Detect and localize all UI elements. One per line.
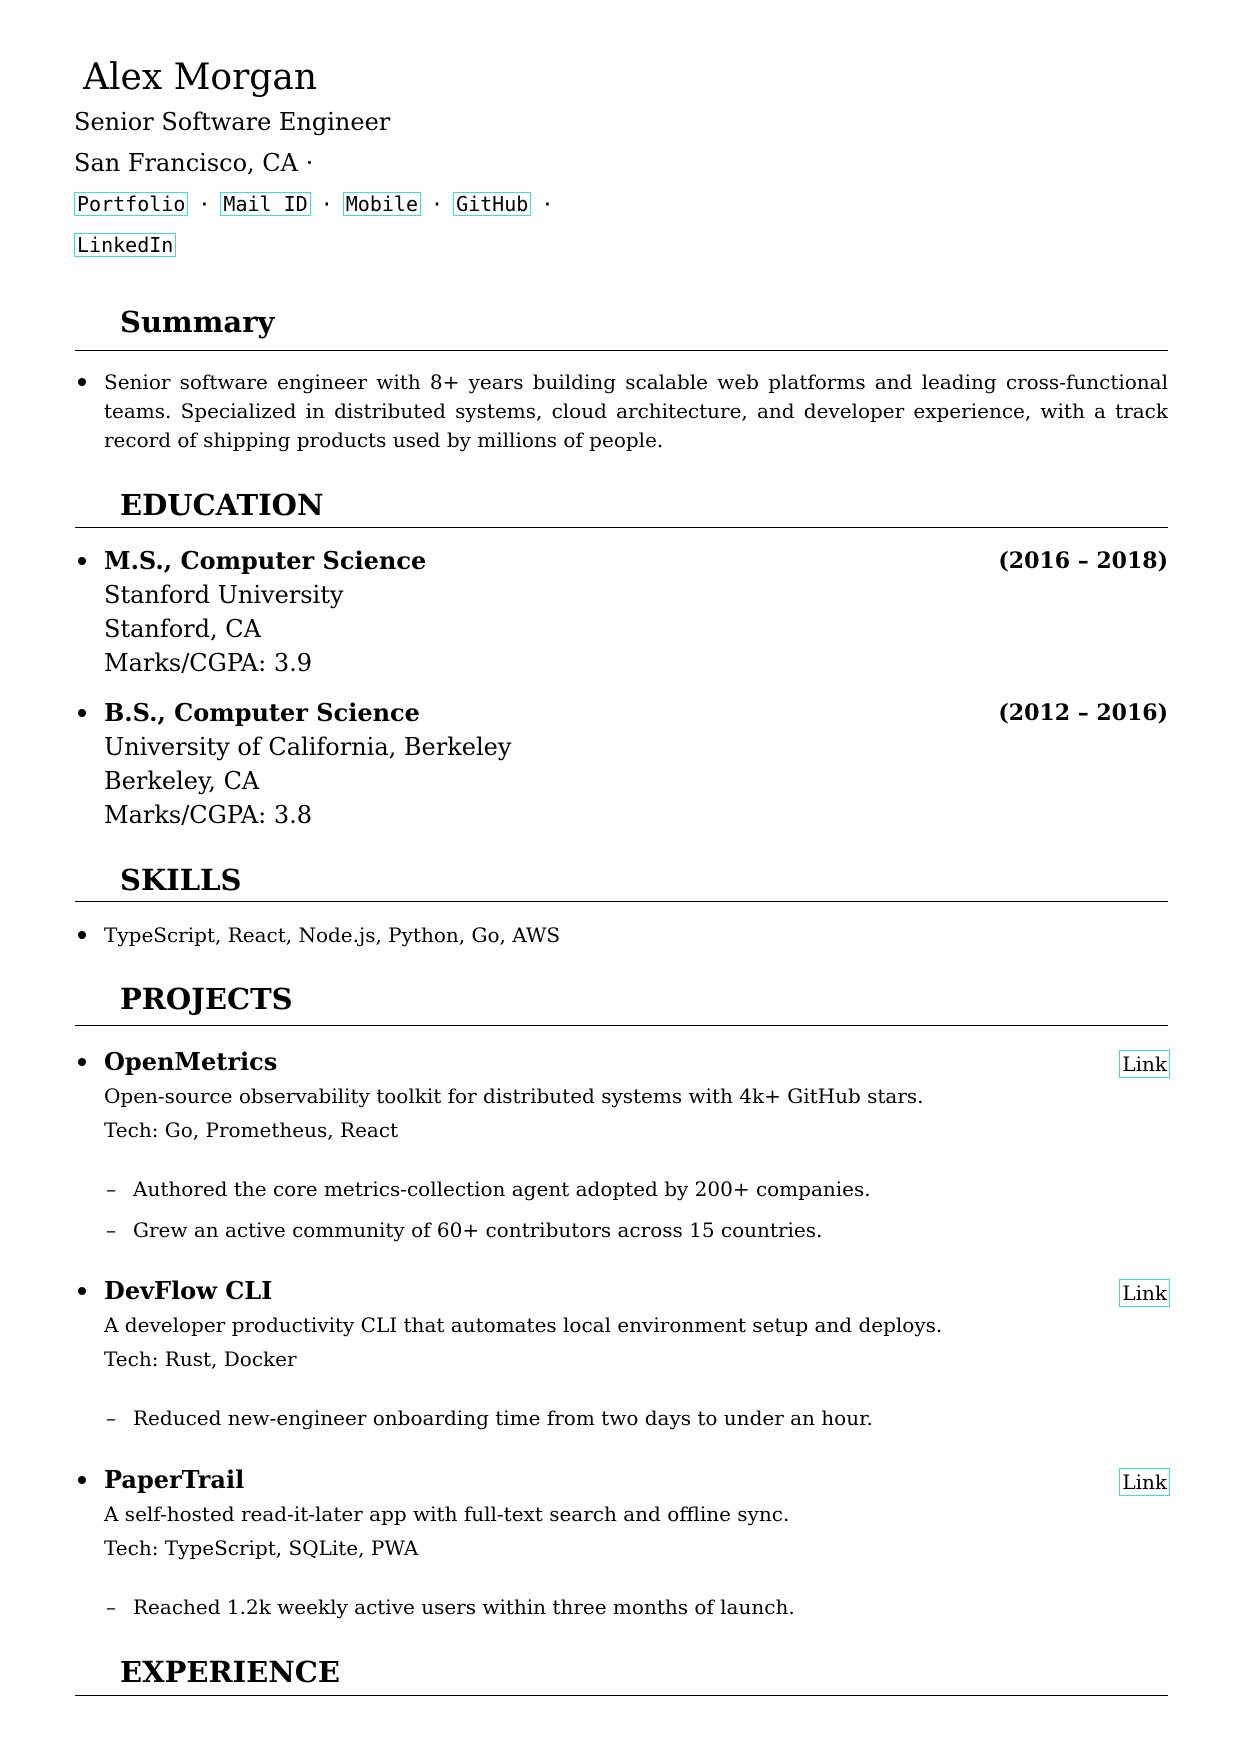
separator-dot: · bbox=[198, 192, 211, 216]
project-name: PaperTrail bbox=[104, 1465, 245, 1494]
experience-heading: EXPERIENCE bbox=[120, 1655, 340, 1689]
dash-marker: – bbox=[106, 1406, 116, 1430]
project-link[interactable]: Link bbox=[1119, 1468, 1170, 1496]
degree-years: (2012 – 2016) bbox=[998, 700, 1168, 726]
project-name: OpenMetrics bbox=[104, 1047, 278, 1076]
project-tech: Tech: TypeScript, SQLite, PWA bbox=[104, 1536, 419, 1560]
school-marks: Marks/CGPA: 3.8 bbox=[104, 801, 312, 829]
school-name: University of California, Berkeley bbox=[104, 733, 512, 761]
project-description: Open-source observability toolkit for distributed systems with 4k+ GitHub stars. bbox=[104, 1084, 924, 1108]
school-marks: Marks/CGPA: 3.9 bbox=[104, 649, 312, 677]
portfolio-link[interactable]: Portfolio bbox=[74, 192, 188, 216]
degree-title: M.S., Computer Science bbox=[104, 546, 427, 575]
skills-text: TypeScript, React, Node.js, Python, Go, AWS bbox=[104, 923, 561, 947]
dash-marker: – bbox=[106, 1218, 116, 1242]
project-link[interactable]: Link bbox=[1119, 1279, 1170, 1307]
project-description: A developer productivity CLI that automates local environment setup and deploys. bbox=[104, 1313, 943, 1337]
dash-marker: – bbox=[106, 1595, 116, 1619]
candidate-name: Alex Morgan bbox=[83, 57, 317, 98]
project-tech: Tech: Rust, Docker bbox=[104, 1347, 297, 1371]
project-point: Authored the core metrics-collection agent adopted by 200+ companies. bbox=[133, 1177, 871, 1201]
section-divider bbox=[75, 901, 1168, 902]
project-description: A self-hosted read-it-later app with full-text search and offline sync. bbox=[104, 1502, 790, 1526]
projects-heading: PROJECTS bbox=[120, 982, 293, 1016]
dash-marker: – bbox=[106, 1177, 116, 1201]
section-divider bbox=[75, 350, 1168, 351]
separator-dot: · bbox=[431, 192, 444, 216]
summary-text: Senior software engineer with 8+ years building scalable web platforms and leading cross-functional teams. Specialized in distributed systems, cloud architecture, and developer experience, with a track record of shipping products used by millions of people. bbox=[104, 370, 1168, 452]
contact-links-row2 bbox=[74, 232, 176, 258]
school-name: Stanford University bbox=[104, 581, 344, 609]
project-tech: Tech: Go, Prometheus, React bbox=[104, 1118, 399, 1142]
separator-dot: · bbox=[541, 192, 554, 216]
project-point: Reached 1.2k weekly active users within three months of launch. bbox=[133, 1595, 795, 1619]
degree-title: B.S., Computer Science bbox=[104, 698, 420, 727]
separator-dot: · bbox=[320, 192, 333, 216]
summary-heading: Summary bbox=[120, 305, 275, 339]
candidate-title: Senior Software Engineer bbox=[74, 108, 391, 136]
project-name: DevFlow CLI bbox=[104, 1276, 273, 1305]
separator-dot: · bbox=[305, 149, 314, 177]
contact-links bbox=[74, 191, 563, 217]
mobile-link[interactable]: Mobile bbox=[343, 192, 421, 216]
section-divider bbox=[75, 1025, 1168, 1026]
school-location: Stanford, CA bbox=[104, 615, 261, 643]
degree-years: (2016 – 2018) bbox=[998, 548, 1168, 574]
linkedin-link[interactable]: LinkedIn bbox=[74, 233, 176, 257]
project-point: Grew an active community of 60+ contributors across 15 countries. bbox=[133, 1218, 823, 1242]
project-point: Reduced new-engineer onboarding time from two days to under an hour. bbox=[133, 1406, 873, 1430]
location-text: San Francisco, CA bbox=[74, 149, 299, 177]
section-divider bbox=[75, 527, 1168, 528]
school-location: Berkeley, CA bbox=[104, 767, 260, 795]
section-divider bbox=[75, 1695, 1168, 1696]
bullet bbox=[78, 931, 86, 939]
skills-heading: SKILLS bbox=[120, 863, 242, 897]
education-heading: EDUCATION bbox=[120, 488, 324, 522]
bullet bbox=[78, 1287, 86, 1295]
project-link[interactable]: Link bbox=[1119, 1050, 1170, 1078]
bullet bbox=[78, 378, 86, 386]
mail-link[interactable]: Mail ID bbox=[220, 192, 310, 216]
bullet bbox=[78, 557, 86, 565]
candidate-location bbox=[74, 147, 313, 179]
github-link[interactable]: GitHub bbox=[453, 192, 531, 216]
bullet bbox=[78, 1476, 86, 1484]
bullet bbox=[78, 1058, 86, 1066]
bullet bbox=[78, 709, 86, 717]
